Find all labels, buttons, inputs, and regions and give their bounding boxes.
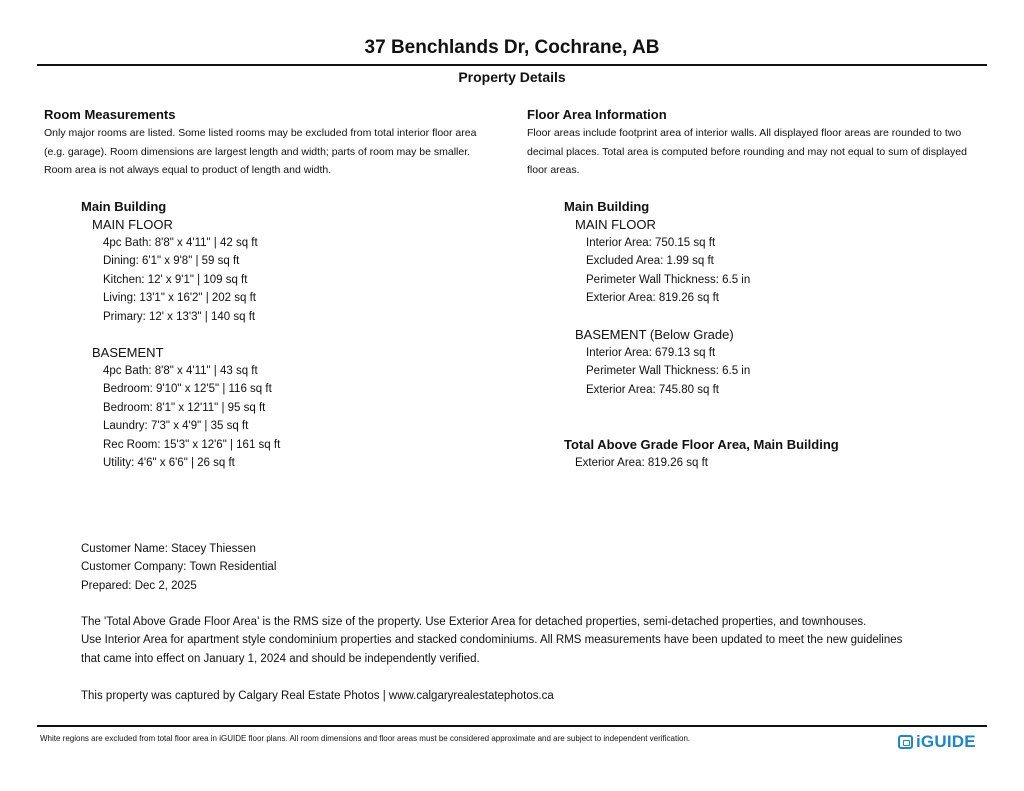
room-entry: Rec Room: 15'3" x 12'6" | 161 sq ft xyxy=(103,438,281,451)
prepared-date: Prepared: Dec 2, 2025 xyxy=(81,579,197,592)
area-entry: Perimeter Wall Thickness: 6.5 in xyxy=(586,365,751,378)
room-entry: Laundry: 7'3" x 4'9" | 35 sq ft xyxy=(103,420,249,433)
rms-note-line: that came into effect on January 1, 2024 and should be independently verified. xyxy=(81,652,480,665)
total-area-value: Exterior Area: 819.26 sq ft xyxy=(575,457,708,469)
room-floor-heading-main: MAIN FLOOR xyxy=(92,217,173,232)
description-line: Floor areas include footprint area of interior walls. All displayed floor areas are rounded to two xyxy=(527,127,962,139)
area-entry: Exterior Area: 819.26 sq ft xyxy=(586,292,719,305)
rms-note-line: Use Interior Area for apartment style condominium properties and stacked condominiums. All RMS measurements have been updated to meet the new guidelines xyxy=(81,634,903,647)
room-entry: Utility: 4'6" x 6'6" | 26 sq ft xyxy=(103,457,235,470)
area-entry: Excluded Area: 1.99 sq ft xyxy=(586,255,714,268)
floor-area-heading: Floor Area Information xyxy=(527,107,667,122)
description-line: decimal places. Total area is computed before rounding and may not equal to sum of displayed xyxy=(527,145,967,158)
room-building-heading: Main Building xyxy=(81,199,167,214)
area-floor-heading-basement: BASEMENT (Below Grade) xyxy=(575,327,734,342)
area-building-heading: Main Building xyxy=(564,199,650,214)
area-entry: Perimeter Wall Thickness: 6.5 in xyxy=(586,273,751,286)
main-floor-room-list xyxy=(103,234,258,326)
floor-area-description xyxy=(527,124,967,180)
iguide-camera-icon xyxy=(898,735,913,749)
rms-note-line: The 'Total Above Grade Floor Area' is the RMS size of the property. Use Exterior Area for detached properties, semi-detached properties, and townhouses. xyxy=(81,616,867,628)
room-entry: Bedroom: 9'10" x 12'5" | 116 sq ft xyxy=(103,383,272,396)
room-entry: 4pc Bath: 8'8" x 4'11" | 43 sq ft xyxy=(103,365,258,377)
rms-note xyxy=(81,613,902,668)
captured-by-line: This property was captured by Calgary Real Estate Photos | www.calgaryrealestatephotos.ca xyxy=(81,690,554,702)
room-entry: 4pc Bath: 8'8" x 4'11" | 42 sq ft xyxy=(103,237,258,249)
customer-name: Customer Name: Stacey Thiessen xyxy=(81,543,256,555)
room-entry: Kitchen: 12' x 9'1" | 109 sq ft xyxy=(103,273,248,286)
footer-disclaimer: White regions are excluded from total floor area in iGUIDE floor plans. All room dimensions and floor areas must be considered approximate and are subject to independent verification. xyxy=(40,734,691,743)
basement-room-list xyxy=(103,362,280,472)
room-entry: Bedroom: 8'1" x 12'11" | 95 sq ft xyxy=(103,401,266,414)
area-entry: Interior Area: 679.13 sq ft xyxy=(586,347,716,359)
room-measurements-heading: Room Measurements xyxy=(44,107,176,122)
iguide-logo-text: iGUIDE xyxy=(916,732,976,751)
room-floor-heading-basement: BASEMENT xyxy=(92,345,164,360)
room-measurements-description xyxy=(44,124,476,180)
iguide-logo xyxy=(898,731,976,753)
description-line: Only major rooms are listed. Some listed rooms may be excluded from total interior floor area xyxy=(44,127,477,139)
header-divider xyxy=(37,64,987,66)
customer-company: Customer Company: Town Residential xyxy=(81,561,277,574)
customer-info xyxy=(81,540,276,595)
description-line: Room area is not always equal to product of length and width. xyxy=(44,164,332,176)
area-entry: Interior Area: 750.15 sq ft xyxy=(586,237,716,249)
room-entry: Dining: 6'1" x 9'8" | 59 sq ft xyxy=(103,255,240,268)
page-title: 37 Benchlands Dr, Cochrane, AB xyxy=(364,37,660,58)
description-line: floor areas. xyxy=(527,164,580,176)
total-area-heading: Total Above Grade Floor Area, Main Building xyxy=(564,437,839,452)
room-entry: Living: 13'1" x 16'2" | 202 sq ft xyxy=(103,292,256,305)
room-entry: Primary: 12' x 13'3" | 140 sq ft xyxy=(103,310,256,323)
page-subtitle: Property Details xyxy=(458,69,566,85)
footer-divider xyxy=(37,725,987,727)
main-floor-area-list xyxy=(586,234,750,308)
area-floor-heading-main: MAIN FLOOR xyxy=(575,217,656,232)
basement-area-list xyxy=(586,344,750,399)
area-entry: Exterior Area: 745.80 sq ft xyxy=(586,383,719,396)
description-line: (e.g. garage). Room dimensions are largest length and width; parts of room may be smaller. xyxy=(44,145,471,158)
